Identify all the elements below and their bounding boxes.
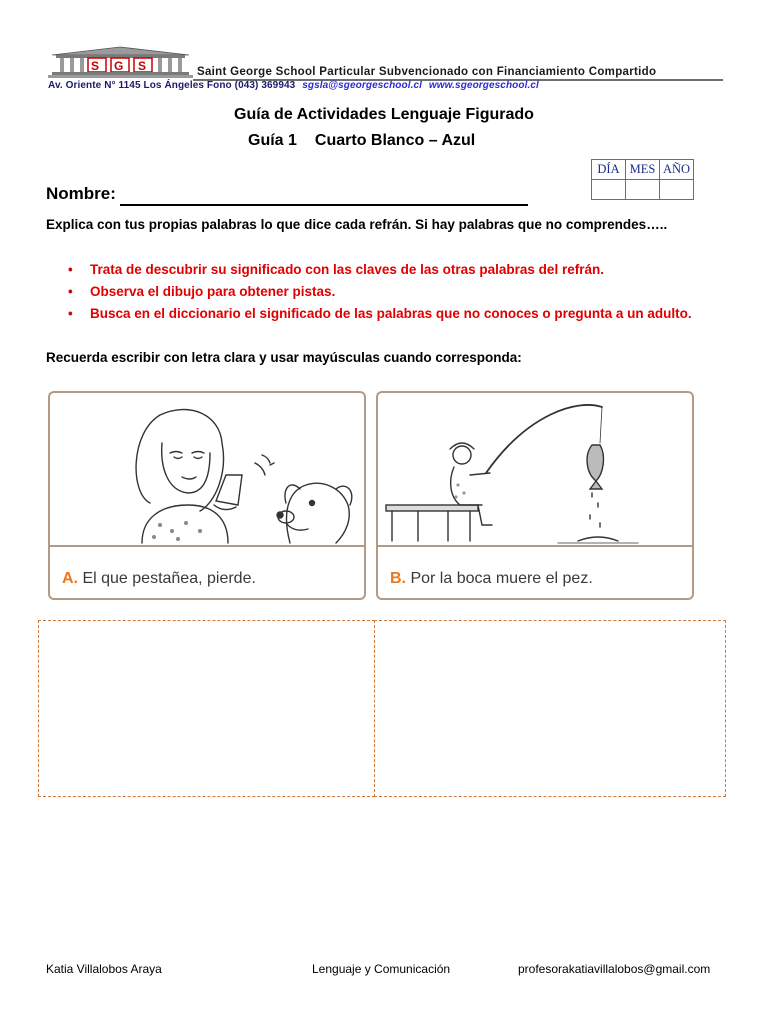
svg-text:S: S	[138, 59, 147, 73]
instructions-intro: Explica con tus propias palabras lo que dice cada refrán. Si hay palabras que no comprendes…..	[46, 217, 668, 232]
name-label: Nombre:	[46, 184, 116, 203]
bullet-icon: •	[68, 262, 73, 277]
instructions-list	[66, 259, 726, 325]
panel-a-illustration	[48, 391, 366, 600]
panel-a-letter: A.	[62, 570, 78, 587]
footer-subject: Lenguaje y Comunicación	[312, 962, 451, 976]
list-item	[66, 281, 726, 303]
school-name: Saint George School Particular Subvencionado con Financiamiento Compartido	[197, 66, 657, 78]
woman-and-dog-drawing	[50, 393, 364, 598]
date-header-day: DÍA	[592, 160, 626, 180]
panel-b-caption	[390, 570, 593, 588]
list-item	[66, 259, 726, 281]
address-text: Av. Oriente N° 1145 Los Ángeles Fono (043) 369943	[48, 80, 296, 91]
school-website-link[interactable]: www.sgeorgeschool.cl	[428, 80, 539, 91]
list-item-text: Trata de descubrir su significado con las claves de las otras palabras del refrán.	[90, 262, 604, 277]
panel-b-proverb: Por la boca muere el pez.	[410, 570, 593, 587]
name-field-line[interactable]	[120, 204, 528, 206]
bullet-icon: •	[68, 284, 73, 299]
list-item-text: Busca en el diccionario el significado de las palabras que no conoces o pregunta a un adulto.	[90, 306, 692, 321]
date-field-day[interactable]	[592, 180, 626, 200]
date-field-month[interactable]	[626, 180, 660, 200]
school-address	[48, 80, 539, 91]
panel-b-illustration	[376, 391, 694, 600]
panel-a-proverb: El que pestañea, pierde.	[82, 570, 256, 587]
panel-b-letter: B.	[390, 570, 406, 587]
date-table	[591, 159, 694, 200]
logo-letters: S	[91, 59, 100, 73]
guide-number: Guía 1	[248, 132, 297, 149]
svg-text:G: G	[114, 59, 124, 73]
list-item-text: Observa el dibujo para obtener pistas.	[90, 284, 336, 299]
guide-subtitle	[248, 132, 475, 150]
answer-box-b[interactable]	[374, 620, 726, 797]
bullet-icon: •	[68, 306, 73, 321]
footer-email[interactable]: profesorakatiavillalobos@gmail.com	[518, 962, 711, 976]
caption-divider	[378, 545, 692, 547]
fisherman-drawing	[378, 393, 692, 598]
caption-divider	[50, 545, 364, 547]
writing-reminder: Recuerda escribir con letra clara y usar mayúsculas cuando corresponda:	[46, 350, 522, 365]
date-header-month: MES	[626, 160, 660, 180]
date-field-year[interactable]	[660, 180, 694, 200]
school-logo	[48, 46, 193, 80]
date-header-year: AÑO	[660, 160, 694, 180]
panel-a-caption	[62, 570, 256, 588]
footer-author: Katia Villalobos Araya	[46, 962, 162, 976]
school-email-link[interactable]: sgsla@sgeorgeschool.cl	[302, 80, 422, 91]
list-item	[66, 303, 726, 325]
page-title: Guía de Actividades Lenguaje Figurado	[234, 106, 534, 123]
answer-box-a[interactable]	[38, 620, 375, 797]
guide-group: Cuarto Blanco – Azul	[314, 132, 476, 149]
